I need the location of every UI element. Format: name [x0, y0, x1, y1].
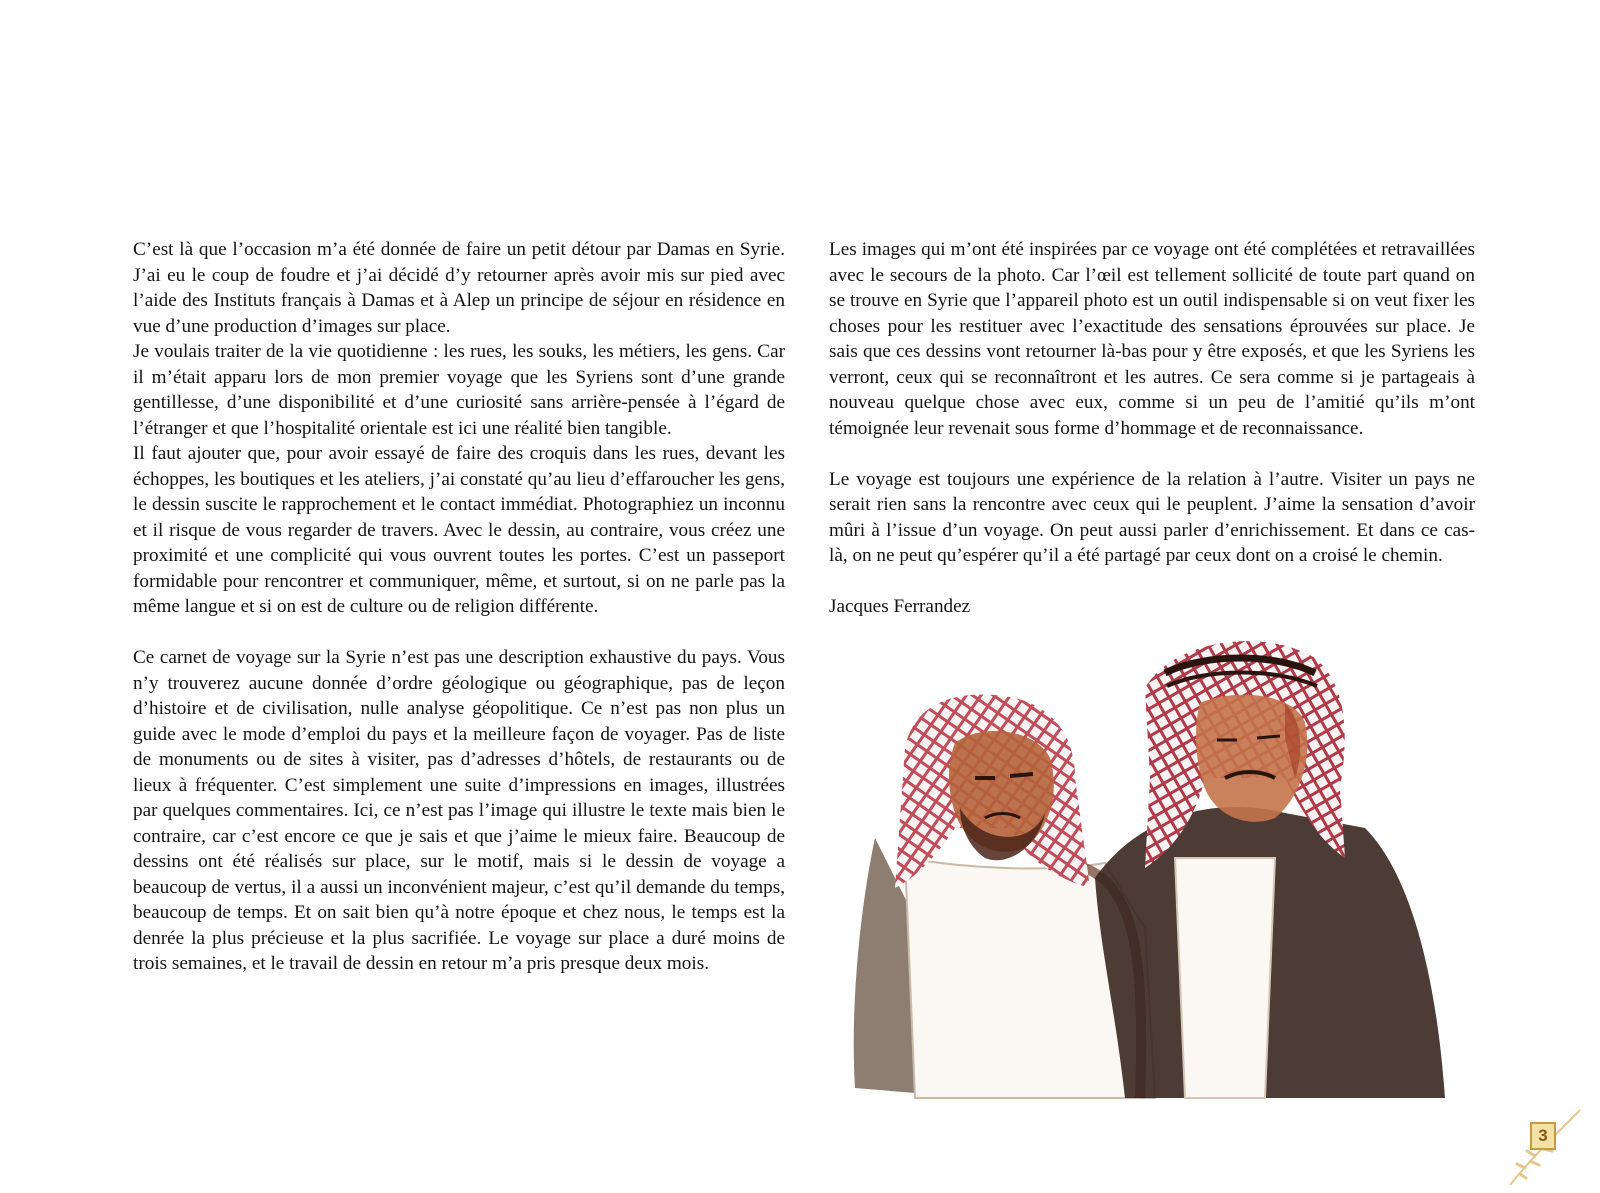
- paragraph: C’est là que l’occasion m’a été donnée de faire un petit détour par Damas en Syrie. J’ai eu le coup de foudre et j’ai décidé d’y retourner après avoir mis sur pied avec l’aide des Instituts français à Damas et à Alep un principe de séjour en résidence en vue d’une production d’images sur place.: [133, 239, 785, 337]
- paragraph: Il faut ajouter que, pour avoir essayé de faire des croquis dans les rues, devant les échoppes, les boutiques et les ateliers, j’ai constaté qu’au lieu d’effaroucher les gens, le dessin suscite le rapprochement et le contact immédiat. Photographiez un inconnu et il risque de vous regarder de travers. Avec le dessin, au contraire, vous créez une proximité et une complicité qui vous ouvrent toutes les portes. C’est un passeport formidable pour rencontrer et communiquer, même, et surtout, si on ne parle pas la même langue et si on est de culture ou de religion différente.: [133, 443, 785, 617]
- watercolor-illustration-two-men: [845, 628, 1465, 1128]
- paragraph: Je voulais traiter de la vie quotidienne : les rues, les souks, les métiers, les gens. Car il m’était apparu lors de mon premier voyage que les Syriens sont d’une grande gentillesse, d’une disponibilité et d’une curiosité sans arrière-pensée à l’égard de l’étranger et que l’hospitalité orientale est ici une réalité bien tangible.: [133, 341, 785, 439]
- page-number-badge: 3: [1530, 1122, 1556, 1150]
- paragraph: Ce carnet de voyage sur la Syrie n’est pas une description exhaustive du pays. Vous n’y trouverez aucune donnée d’ordre géologique ou géographique, pas de leçon d’histoire et de civilisation, nulle analyse géopolitique. Ce n’est pas non plus un guide avec le mode d’emploi du pays et la meilleure façon de voyager. Pas de liste de monuments ou de sites à visiter, pas d’adresses d’hôtels, de restaurants ou de lieux à fréquenter. C’est simplement une suite d’impressions en images, illustrées par quelques commentaires. Ici, ce n’est pas l’image qui illustre le texte mais bien le contraire, car c’est encore ce que je sais et que j’aime le mieux faire. Beaucoup de dessins ont été réalisés sur place, sur le motif, mais si le dessin de voyage a beaucoup de vertus, il a aussi un inconvénient majeur, c’est qu’il demande du temps, beaucoup de temps. Et on sait bien qu’à notre époque et chez nous, le temps est la denrée la plus précieuse et la plus sacrifiée. Le voyage sur place a duré moins de trois semaines, et le travail de dessin en retour m’a pris presque deux mois.: [133, 647, 785, 974]
- left-text-column: [133, 237, 785, 977]
- paragraph: Le voyage est toujours une expérience de la relation à l’autre. Visiter un pays ne serait rien sans la rencontre avec ceux qui le peuplent. J’aime la sensation d’avoir mûri à l’issue d’un voyage. On peut aussi parler d’enrichissement. Et dans ce cas-là, on ne peut qu’espérer qu’il a été partagé par ceux dont on a croisé le chemin.: [829, 468, 1475, 566]
- right-man-figure: [1095, 641, 1445, 1098]
- right-text-column: [829, 237, 1475, 620]
- author-signature: Jacques Ferrandez: [829, 596, 971, 617]
- paragraph: Les images qui m’ont été inspirées par ce voyage ont été complétées et retravaillées avec le secours de la photo. Car l’œil est tellement sollicité de toute part quand on se trouve en Syrie que l’appareil photo est un outil indispensable si on veut fixer les choses pour les restituer avec l’exactitude des sensations éprouvées sur place. Je sais que ces dessins vont retourner là-bas pour y être exposés, et que les Syriens les verront, ceux qui se reconnaîtront et les autres. Ce sera comme si je partageais à nouveau quelque chose avec eux, comme si un peu de l’amitié qu’ils m’ont témoignée leur revenait sous forme d’hommage et de reconnaissance.: [829, 239, 1475, 439]
